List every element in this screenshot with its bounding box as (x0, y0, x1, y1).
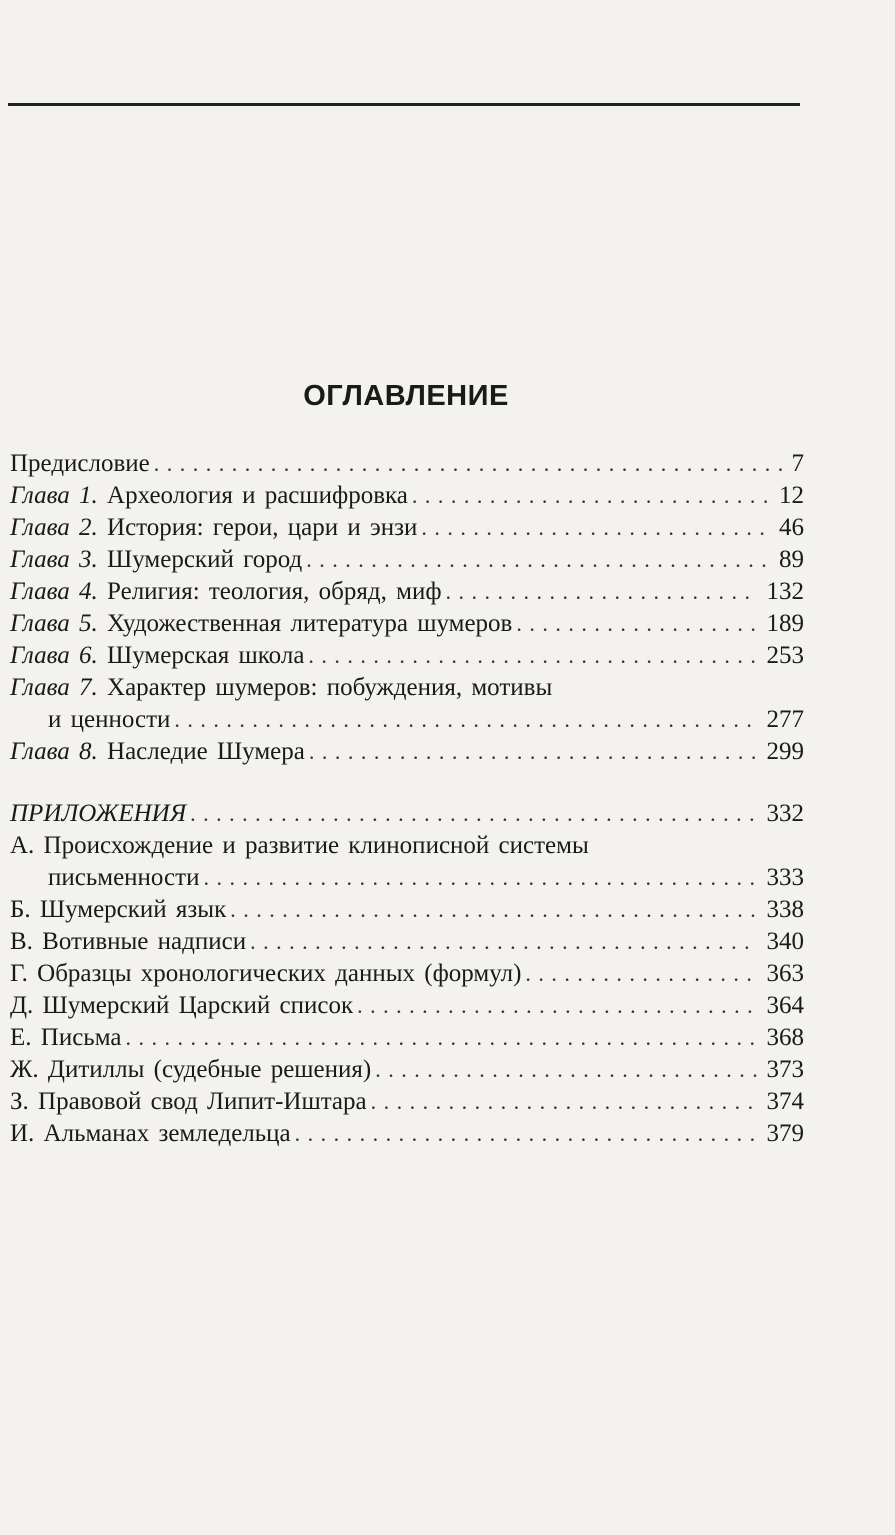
toc-entry-page: 89 (779, 546, 804, 573)
toc-entry-title-cont: письменности (48, 864, 200, 891)
toc-entry-title: Наследие Шумера (107, 738, 305, 765)
dot-leader (309, 736, 757, 768)
toc-entry-title: И. Альманах земледельца (10, 1120, 291, 1147)
chapter-label: Глава 7. (10, 674, 98, 701)
toc-entry-appendix-g[interactable] (10, 958, 804, 990)
dot-leader (125, 1022, 756, 1054)
toc-entry-page: 189 (766, 610, 804, 637)
toc-entry-chapter-6[interactable] (10, 640, 804, 672)
toc-entry-appendix-a[interactable] (10, 830, 804, 862)
dot-leader (203, 862, 756, 894)
toc-entry-page: 363 (766, 960, 804, 987)
toc-entry-title: Г. Образцы хронологических данных (формул) (10, 960, 522, 987)
toc-entry-chapter-2[interactable] (10, 512, 804, 544)
toc-entry-title: З. Правовой свод Липит-Иштара (10, 1088, 367, 1115)
toc-entry-chapter-7-cont[interactable] (10, 704, 804, 736)
toc-entry-chapter-1[interactable] (10, 480, 804, 512)
toc-entry-title: Предисловие (10, 450, 150, 477)
dot-leader (371, 1086, 757, 1118)
toc-entry-title: Б. Шумерский язык (10, 896, 227, 923)
toc-entry-page: 333 (766, 864, 804, 891)
dot-leader (230, 894, 756, 926)
toc-entry-appendix-zh[interactable] (10, 1054, 804, 1086)
toc-entry-title: В. Вотивные надписи (10, 928, 247, 955)
dot-leader (412, 480, 769, 512)
toc-entry-chapter-3[interactable] (10, 544, 804, 576)
toc-entry-page: 277 (766, 706, 804, 733)
toc-entry-page: 364 (766, 992, 804, 1019)
toc-entry-appendix-a-cont[interactable] (10, 862, 804, 894)
dot-leader (308, 640, 756, 672)
toc-entry-preface[interactable] (10, 448, 804, 480)
toc-entry-chapter-7[interactable] (10, 672, 804, 704)
section-gap (10, 768, 804, 798)
toc-entry-appendices[interactable] (10, 798, 804, 830)
toc-entry-page: 374 (766, 1088, 804, 1115)
toc-entry-page: 7 (791, 450, 804, 477)
top-rule (8, 103, 800, 106)
toc-entry-page: 368 (766, 1024, 804, 1051)
toc-entry-page: 373 (766, 1056, 804, 1083)
toc-entry-appendix-b[interactable] (10, 894, 804, 926)
toc-entry-page: 379 (766, 1120, 804, 1147)
toc-entry-page: 332 (766, 800, 804, 827)
dot-leader (174, 704, 756, 736)
chapter-label: Глава 3. (10, 546, 98, 573)
toc-entry-page: 46 (779, 514, 804, 541)
toc-entry-page: 12 (779, 482, 804, 509)
dot-leader (357, 990, 756, 1022)
toc-entry-appendix-d[interactable] (10, 990, 804, 1022)
toc-entry-title: Религия: теология, обряд, миф (107, 578, 442, 605)
toc-entry-page: 132 (766, 578, 804, 605)
toc-entry-page: 338 (766, 896, 804, 923)
chapter-label: Глава 5. (10, 610, 98, 637)
toc-entry-title: Шумерская школа (107, 642, 305, 669)
chapter-label: Глава 2. (10, 514, 98, 541)
toc-entry-page: 299 (766, 738, 804, 765)
dot-leader (516, 608, 756, 640)
chapter-label: Глава 6. (10, 642, 98, 669)
toc-entry-title: Е. Письма (10, 1024, 122, 1051)
dot-leader (295, 1118, 757, 1150)
dot-leader (154, 448, 782, 480)
toc-entry-appendix-v[interactable] (10, 926, 804, 958)
toc-entry-title: Шумерский город (107, 546, 303, 573)
toc-entry-title: История: герои, цари и энзи (107, 514, 418, 541)
appendices-title: ПРИЛОЖЕНИЯ (10, 800, 187, 827)
toc-entry-chapter-8[interactable] (10, 736, 804, 768)
toc-entry-appendix-i[interactable] (10, 1118, 804, 1150)
dot-leader (250, 926, 756, 958)
dot-leader (446, 576, 757, 608)
dot-leader (421, 512, 769, 544)
toc-entry-appendix-e[interactable] (10, 1022, 804, 1054)
table-of-contents (10, 448, 804, 1150)
chapter-label: Глава 4. (10, 578, 98, 605)
toc-entry-title: Ж. Дитиллы (судебные решения) (10, 1056, 372, 1083)
toc-entry-title-cont: и ценности (48, 706, 171, 733)
dot-leader (306, 544, 769, 576)
toc-entry-appendix-z[interactable] (10, 1086, 804, 1118)
toc-entry-title: Художественная литература шумеров (107, 610, 513, 637)
toc-entry-chapter-4[interactable] (10, 576, 804, 608)
toc-entry-chapter-5[interactable] (10, 608, 804, 640)
dot-leader (190, 798, 756, 830)
page-title: ОГЛАВЛЕНИЕ (303, 380, 509, 412)
toc-entry-title: Археология и расшифровка (107, 482, 408, 509)
toc-entry-title: А. Происхождение и развитие клинописной системы (10, 832, 589, 859)
toc-entry-page: 340 (766, 928, 804, 955)
toc-entry-page: 253 (766, 642, 804, 669)
chapter-label: Глава 8. (10, 738, 98, 765)
toc-entry-title: Д. Шумерский Царский список (10, 992, 354, 1019)
dot-leader (375, 1054, 756, 1086)
toc-entry-title: Характер шумеров: побуждения, мотивы (107, 674, 553, 701)
dot-leader (525, 958, 756, 990)
chapter-label: Глава 1. (10, 482, 98, 509)
